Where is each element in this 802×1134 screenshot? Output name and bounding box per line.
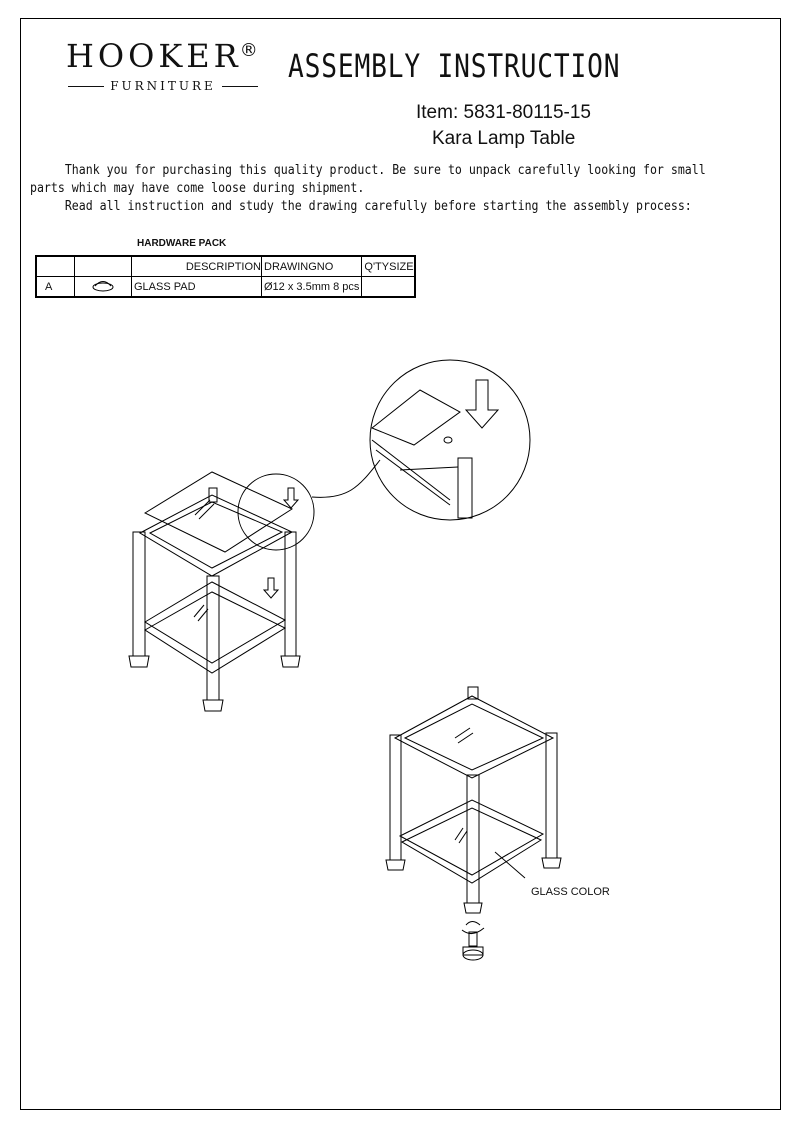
intro-line-2: parts which may have come loose during shipment.	[30, 181, 365, 196]
item-name: Kara Lamp Table	[432, 128, 576, 149]
row-description: GLASS PAD	[132, 277, 262, 298]
assembled-table-drawing	[386, 687, 561, 960]
row-id: A	[36, 277, 75, 298]
detail-magnified-drawing	[370, 360, 530, 520]
header-size: SIZE	[389, 260, 414, 273]
header-qty: Q'TY	[364, 260, 390, 273]
item-number: Item: 5831-80115-15	[416, 102, 591, 123]
header-description: DESCRIPTION	[185, 260, 261, 273]
intro-line-3: Read all instruction and study the drawing carefully before starting the assembly process:	[30, 199, 692, 214]
exploded-table-drawing	[129, 460, 380, 711]
brand-sub-text: FURNITURE	[110, 79, 216, 93]
row-qty: 8 pcs	[333, 280, 360, 293]
registered-mark: ®	[239, 40, 258, 61]
hardware-pack-title: HARDWARE PACK	[137, 238, 227, 249]
document-title: ASSEMBLY INSTRUCTION	[288, 47, 621, 85]
header-drawing-no: DRAWINGNO	[264, 260, 334, 273]
glass-color-leader	[495, 852, 525, 878]
intro-line-1: Thank you for purchasing this quality product. Be sure to unpack carefully looking for small	[30, 163, 706, 178]
glass-color-label: GLASS COLOR	[531, 886, 610, 898]
row-size: Ø12 x 3.5mm 8 pcs	[262, 277, 362, 298]
brand-name: HOOKER	[66, 37, 242, 75]
